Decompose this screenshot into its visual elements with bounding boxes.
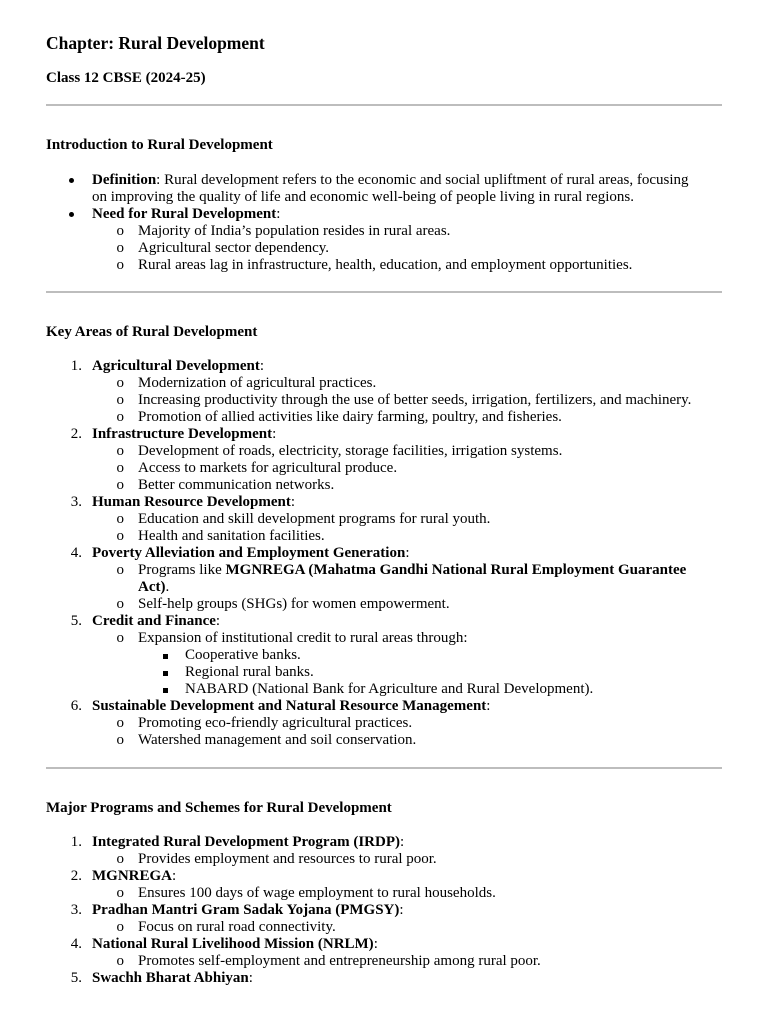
list-item xyxy=(0,834,768,851)
sub-marker: o xyxy=(116,443,124,459)
item-label: MGNREGA xyxy=(92,868,172,884)
sub-item-text: Self-help groups (SHGs) for women empowerment. xyxy=(138,596,450,612)
list-number: 1. xyxy=(70,834,82,850)
list-item xyxy=(0,936,768,953)
list-number: 6. xyxy=(70,698,82,714)
definition-text-line2: on improving the quality of life and economic well-being of people living in rural regions. xyxy=(92,189,634,205)
section-heading-introduction: Introduction to Rural Development xyxy=(46,137,273,153)
sub-item-text: Education and skill development programs for rural youth. xyxy=(138,511,491,527)
item-colon: : xyxy=(248,970,253,986)
item-colon: : xyxy=(172,868,177,884)
sub-item-text: Development of roads, electricity, storage facilities, irrigation systems. xyxy=(138,443,563,459)
divider xyxy=(46,767,722,769)
sub-item xyxy=(0,409,768,426)
sub-item-text: Increasing productivity through the use of better seeds, irrigation, fertilizers, and machinery. xyxy=(138,392,692,408)
item-label: Agricultural Development xyxy=(92,358,260,374)
sub-item xyxy=(0,477,768,494)
list-item-definition xyxy=(0,172,768,206)
divider xyxy=(46,104,722,106)
list-item xyxy=(0,613,768,630)
sub-marker: o xyxy=(116,477,124,493)
item-colon: : xyxy=(400,834,405,850)
item-label: Infrastructure Development xyxy=(92,426,273,442)
sub-item xyxy=(0,375,768,392)
list-item xyxy=(0,426,768,443)
sub-item-text: Promotes self-employment and entrepreneurship among rural poor. xyxy=(138,953,541,969)
square-bullet-icon xyxy=(158,664,168,681)
list-item xyxy=(0,494,768,511)
list-number: 5. xyxy=(70,970,82,986)
program-name: MGNREGA (Mahatma Gandhi National Rural Employment Guarantee xyxy=(225,562,687,578)
need-colon: : xyxy=(276,206,281,222)
sub-marker: o xyxy=(116,511,124,527)
sub-sub-item-text: Regional rural banks. xyxy=(185,664,314,680)
item-label: Pradhan Mantri Gram Sadak Yojana (PMGSY) xyxy=(92,902,400,918)
sub-item-text: Provides employment and resources to rural poor. xyxy=(138,851,437,867)
square-bullet-icon xyxy=(158,681,168,698)
item-colon: : xyxy=(486,698,491,714)
list-number: 3. xyxy=(70,494,82,510)
need-item-text: Agricultural sector dependency. xyxy=(138,240,330,256)
item-colon: : xyxy=(272,426,277,442)
list-number: 1. xyxy=(70,358,82,374)
sub-marker: o xyxy=(116,528,124,544)
sub-item xyxy=(0,443,768,460)
list-item xyxy=(0,698,768,715)
item-label: Swachh Bharat Abhiyan xyxy=(92,970,249,986)
list-item xyxy=(0,970,768,987)
sub-item xyxy=(0,511,768,528)
key-areas-list xyxy=(0,358,768,749)
sub-item-text: Modernization of agricultural practices. xyxy=(138,375,377,391)
item-colon: : xyxy=(259,358,265,374)
sub-item-text: Watershed management and soil conservation. xyxy=(138,732,417,748)
item-label: Integrated Rural Development Program (IRDP) xyxy=(92,834,400,850)
page-subtitle: Class 12 CBSE (2024-25) xyxy=(46,70,206,86)
bullet-icon xyxy=(64,172,74,189)
list-item xyxy=(0,868,768,885)
sub-marker: o xyxy=(116,409,124,425)
square-bullet-icon xyxy=(158,647,168,664)
list-number: 2. xyxy=(70,426,82,442)
list-number: 5. xyxy=(70,613,82,629)
program-end: . xyxy=(165,579,170,595)
sub-marker: o xyxy=(116,732,124,748)
item-colon: : xyxy=(399,902,404,918)
sub-item-text: Access to markets for agricultural produce. xyxy=(138,460,398,476)
sub-item xyxy=(0,392,768,409)
sub-sub-item xyxy=(0,664,768,681)
sub-marker: o xyxy=(116,392,124,408)
sub-item-text: Expansion of institutional credit to rural areas through: xyxy=(138,630,468,646)
item-label: Poverty Alleviation and Employment Generation xyxy=(92,545,406,561)
sub-item-text: Promoting eco-friendly agricultural practices. xyxy=(138,715,413,731)
need-subitem xyxy=(0,240,768,257)
sub-item xyxy=(0,528,768,545)
page-title: Chapter: Rural Development xyxy=(46,33,265,53)
sub-item xyxy=(0,460,768,477)
sub-marker: o xyxy=(116,851,124,867)
need-label: Need for Rural Development xyxy=(92,206,277,222)
list-number: 2. xyxy=(70,868,82,884)
item-colon: : xyxy=(405,545,410,561)
section-heading-programs: Major Programs and Schemes for Rural Development xyxy=(46,800,392,816)
bullet-icon xyxy=(64,206,74,223)
item-colon: : xyxy=(373,936,378,952)
sub-item xyxy=(0,732,768,749)
sub-item-text: Focus on rural road connectivity. xyxy=(138,919,336,935)
sub-sub-item-text: Cooperative banks. xyxy=(185,647,301,663)
sub-item xyxy=(0,885,768,902)
sub-item xyxy=(0,953,768,970)
intro-list xyxy=(0,172,768,274)
sub-marker: o xyxy=(116,375,124,391)
sub-item xyxy=(0,851,768,868)
list-item xyxy=(0,902,768,919)
sub-marker: o xyxy=(116,257,124,273)
section-heading-key-areas: Key Areas of Rural Development xyxy=(46,324,258,340)
item-colon: : xyxy=(290,494,296,510)
sub-sub-item-text: NABARD (National Bank for Agriculture and Rural Development). xyxy=(185,681,594,697)
sub-item-text: Better communication networks. xyxy=(138,477,335,493)
item-label: Human Resource Development xyxy=(92,494,291,510)
item-label: Credit and Finance xyxy=(92,613,216,629)
need-subitem xyxy=(0,257,768,274)
sub-marker: o xyxy=(116,240,124,256)
item-colon: : xyxy=(215,613,221,629)
sub-item-text: Health and sanitation facilities. xyxy=(138,528,325,544)
sub-item-text: Ensures 100 days of wage employment to rural households. xyxy=(138,885,496,901)
need-subitem xyxy=(0,223,768,240)
list-item xyxy=(0,358,768,375)
list-item-need xyxy=(0,206,768,223)
program-name-line2: Act) xyxy=(138,579,166,595)
sub-marker: o xyxy=(116,630,124,646)
item-label: Sustainable Development and Natural Resource Management xyxy=(92,698,487,714)
sub-item xyxy=(0,596,768,613)
sub-sub-item xyxy=(0,681,768,698)
sub-marker: o xyxy=(116,885,124,901)
program-prefix: Programs like xyxy=(138,562,226,578)
programs-list xyxy=(0,834,768,987)
sub-marker: o xyxy=(116,715,124,731)
sub-marker: o xyxy=(116,562,124,578)
list-number: 4. xyxy=(70,545,82,561)
sub-item-text: Promotion of allied activities like dairy farming, poultry, and fisheries. xyxy=(138,409,562,425)
definition-label: Definition xyxy=(92,172,157,188)
sub-sub-item xyxy=(0,647,768,664)
definition-text: : Rural development refers to the economic and social upliftment of rural areas, focusing xyxy=(156,172,689,188)
item-label: National Rural Livelihood Mission (NRLM) xyxy=(92,936,374,952)
sub-item xyxy=(0,715,768,732)
need-item-text: Rural areas lag in infrastructure, health, education, and employment opportunities. xyxy=(138,257,633,273)
list-number: 4. xyxy=(70,936,82,952)
need-item-text: Majority of India’s population resides in rural areas. xyxy=(138,223,451,239)
list-item xyxy=(0,545,768,562)
sub-marker: o xyxy=(116,596,124,612)
list-number: 3. xyxy=(70,902,82,918)
sub-item xyxy=(0,919,768,936)
sub-item xyxy=(0,562,768,596)
sub-marker: o xyxy=(116,953,124,969)
sub-marker: o xyxy=(116,919,124,935)
sub-marker: o xyxy=(116,223,124,239)
divider xyxy=(46,291,722,293)
sub-item xyxy=(0,630,768,647)
sub-marker: o xyxy=(116,460,124,476)
